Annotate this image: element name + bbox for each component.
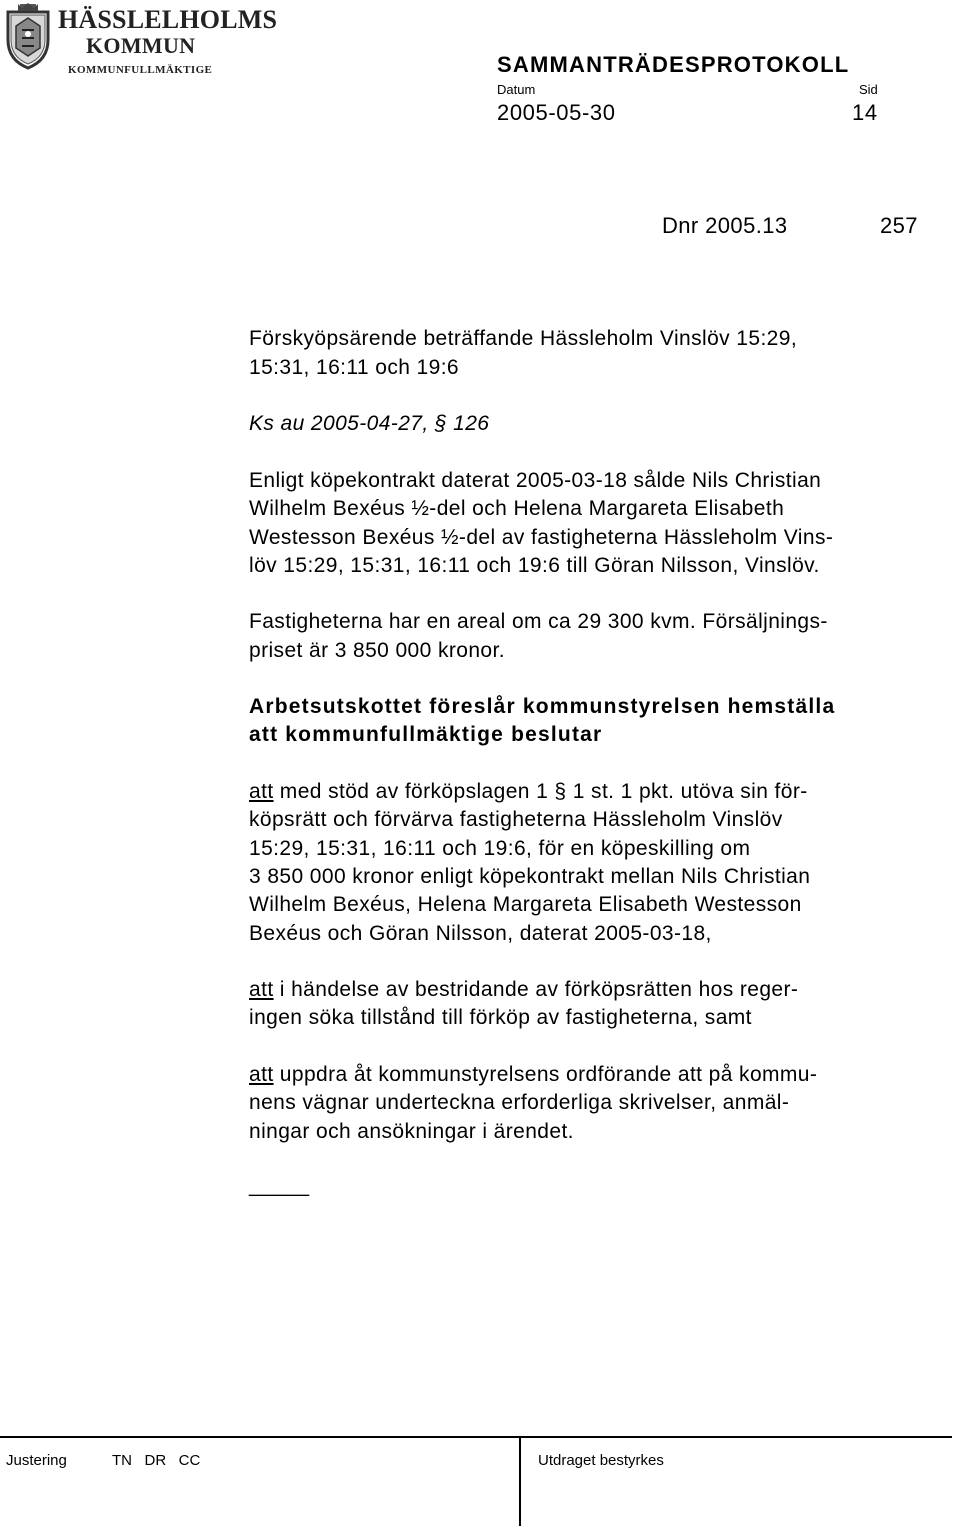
coat-of-arms-icon bbox=[2, 2, 54, 70]
decision-text: med stöd av förköpslagen 1 § 1 st. 1 pkt. utöva sin för- bbox=[273, 780, 808, 803]
body-paragraph-2-line: Fastigheterna har en areal om ca 29 300 kvm. Försäljnings- bbox=[249, 610, 828, 633]
body-paragraph-1-line: löv 15:29, 15:31, 16:11 och 19:6 till Göran Nilsson, Vinslöv. bbox=[249, 554, 820, 577]
page-label: Sid bbox=[859, 82, 878, 97]
item-title-line1: Förskyöpsärende beträffande Hässleholm Vinslöv 15:29, bbox=[249, 327, 798, 350]
paragraph-number: 257 bbox=[880, 213, 918, 238]
att-keyword: att bbox=[249, 780, 274, 803]
body-paragraph-1-line: Wilhelm Bexéus ½-del och Helena Margareta Elisabeth bbox=[249, 497, 785, 520]
att-keyword: att bbox=[249, 1063, 274, 1086]
item-title-line2: 15:31, 16:11 och 19:6 bbox=[249, 356, 460, 379]
date-label: Datum bbox=[497, 82, 536, 97]
meeting-date: 2005-05-30 bbox=[497, 100, 616, 125]
decision-item-3-line: nens vägnar underteckna erforderliga skrivelser, anmäl- bbox=[249, 1091, 790, 1114]
body-paragraph-2-line: priset är 3 850 000 kronor. bbox=[249, 639, 505, 662]
org-name-line2: KOMMUN bbox=[86, 33, 196, 58]
extract-certified-label: Utdraget bestyrkes bbox=[538, 1452, 664, 1469]
footer-column-divider bbox=[519, 1436, 521, 1526]
justering-label: Justering bbox=[6, 1452, 67, 1469]
footer-divider bbox=[0, 1436, 952, 1438]
reference-line: Ks au 2005-04-27, § 126 bbox=[249, 412, 490, 435]
decision-item-1-line bbox=[249, 778, 808, 806]
signatory-initials: TN DR CC bbox=[112, 1452, 201, 1469]
decision-item-3-line: ningar och ansökningar i ärendet. bbox=[249, 1120, 574, 1143]
decision-item-1-line: Bexéus och Göran Nilsson, daterat 2005-03-18, bbox=[249, 922, 712, 945]
body-paragraph-1-line: Westesson Bexéus ½-del av fastigheterna Hässleholm Vins- bbox=[249, 526, 834, 549]
decision-item-2-line: ingen söka tillstånd till förköp av fastigheterna, samt bbox=[249, 1006, 752, 1029]
body-paragraph-1-line: Enligt köpekontrakt daterat 2005-03-18 sålde Nils Christian bbox=[249, 469, 822, 492]
decision-item-2-line bbox=[249, 976, 798, 1004]
org-name-line1: HÄSSLELHOLMS bbox=[58, 5, 278, 34]
att-keyword: att bbox=[249, 978, 274, 1001]
decision-text: i händelse av bestridande av förköpsrätten hos reger- bbox=[273, 978, 799, 1001]
decision-item-1-line: 15:29, 15:31, 16:11 och 19:6, för en köpeskilling om bbox=[249, 837, 751, 860]
proposal-line: att kommunfullmäktige beslutar bbox=[249, 723, 603, 746]
decision-item-1-line: köpsrätt och förvärva fastigheterna Hässleholm Vinslöv bbox=[249, 808, 783, 831]
proposal-line: Arbetsutskottet föreslår kommunstyrelsen hemställa bbox=[249, 695, 836, 718]
decision-text: uppdra åt kommunstyrelsens ordförande att på kommu- bbox=[273, 1063, 818, 1086]
org-name-line3: KOMMUNFULLMÄKTIGE bbox=[68, 64, 213, 76]
decision-item-1-line: Wilhelm Bexéus, Helena Margareta Elisabeth Westesson bbox=[249, 893, 802, 916]
case-number: Dnr 2005.13 bbox=[662, 213, 788, 238]
document-type: SAMMANTRÄDESPROTOKOLL bbox=[497, 52, 850, 77]
decision-item-3-line bbox=[249, 1061, 817, 1089]
end-rule: _____ bbox=[249, 1174, 310, 1197]
decision-item-1-line: 3 850 000 kronor enligt köpekontrakt mellan Nils Christian bbox=[249, 865, 811, 888]
page-number: 14 bbox=[852, 100, 878, 125]
